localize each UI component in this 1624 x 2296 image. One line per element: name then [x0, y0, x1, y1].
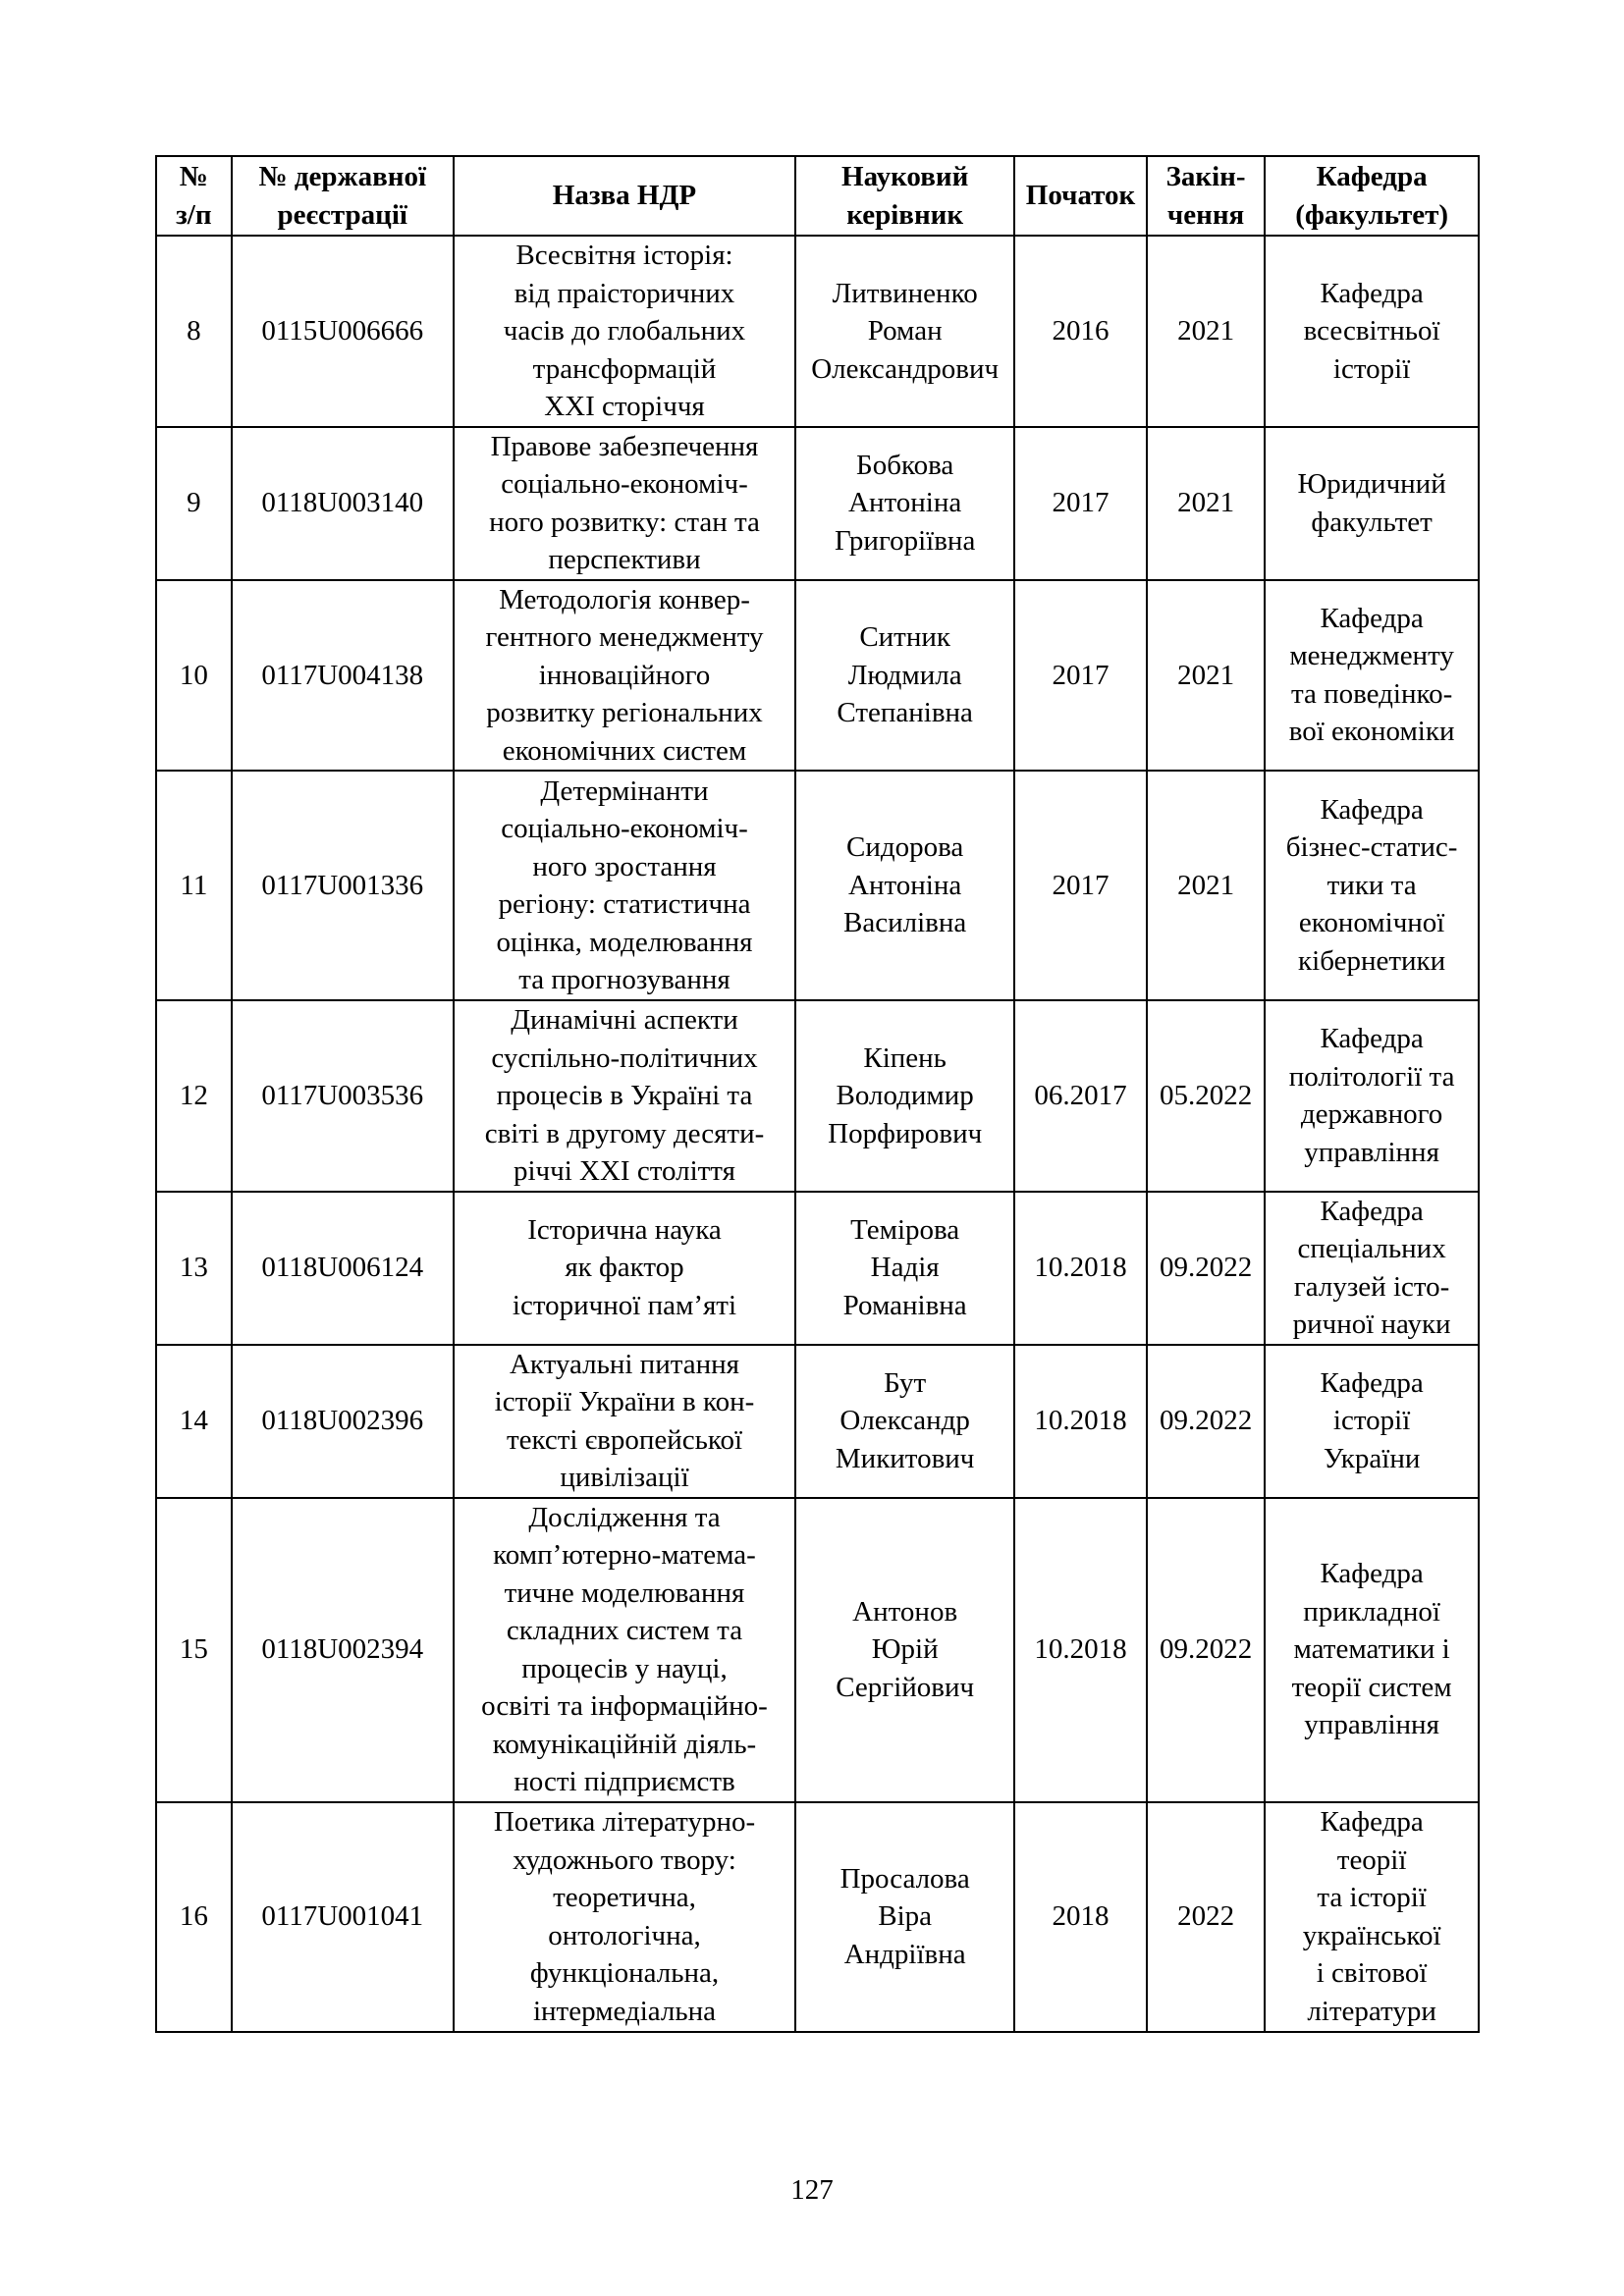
cell-start: 10.2018	[1014, 1345, 1147, 1498]
cell-registration: 0117U001336	[232, 771, 454, 1000]
table-row	[156, 771, 1479, 1000]
cell-start: 10.2018	[1014, 1192, 1147, 1345]
header-title: Назва НДР	[454, 156, 795, 236]
cell-supervisor: Кіпень Володимир Порфирович	[795, 1000, 1014, 1192]
table-row	[156, 1000, 1479, 1192]
cell-title: Методологія конвер- гентного менеджменту інноваційного розвитку регіональних економічних систем	[454, 580, 795, 772]
cell-department: Кафедра прикладної математики і теорії систем управління	[1265, 1498, 1479, 1802]
cell-title: Дослідження та комп’ютерно-матема- тичне моделювання складних систем та процесів у науці, освіті та інформаційно- комунікаційній діяль- ності підприємств	[454, 1498, 795, 1802]
cell-department: Кафедра історії України	[1265, 1345, 1479, 1498]
cell-number: 15	[156, 1498, 232, 1802]
cell-supervisor: Литвиненко Роман Олександрович	[795, 236, 1014, 427]
cell-registration: 0118U002396	[232, 1345, 454, 1498]
cell-number: 13	[156, 1192, 232, 1345]
header-end: Закін- чення	[1147, 156, 1265, 236]
cell-number: 9	[156, 427, 232, 580]
cell-department: Кафедра всесвітньої історії	[1265, 236, 1479, 427]
page-number: 127	[790, 2174, 834, 2206]
cell-supervisor: Сидорова Антоніна Василівна	[795, 771, 1014, 1000]
cell-number: 10	[156, 580, 232, 772]
cell-supervisor: Ситник Людмила Степанівна	[795, 580, 1014, 772]
table-row	[156, 1192, 1479, 1345]
cell-number: 12	[156, 1000, 232, 1192]
research-projects-table	[155, 155, 1480, 2033]
cell-registration: 0117U004138	[232, 580, 454, 772]
cell-supervisor: Антонов Юрій Сергійович	[795, 1498, 1014, 1802]
cell-end: 2021	[1147, 236, 1265, 427]
cell-title: Динамічні аспекти суспільно-політичних процесів в Україні та світі в другому десяти- річчі XXI століття	[454, 1000, 795, 1192]
cell-registration: 0117U003536	[232, 1000, 454, 1192]
header-registration: № державної реєстрації	[232, 156, 454, 236]
cell-supervisor: Бобкова Антоніна Григоріївна	[795, 427, 1014, 580]
cell-number: 16	[156, 1802, 232, 2032]
cell-end: 2021	[1147, 580, 1265, 772]
cell-start: 2017	[1014, 771, 1147, 1000]
cell-start: 06.2017	[1014, 1000, 1147, 1192]
cell-end: 09.2022	[1147, 1345, 1265, 1498]
cell-end: 2022	[1147, 1802, 1265, 2032]
cell-start: 2017	[1014, 427, 1147, 580]
table-row	[156, 1345, 1479, 1498]
cell-number: 14	[156, 1345, 232, 1498]
cell-title: Детермінанти соціально-економіч- ного зростання регіону: статистична оцінка, моделювання та прогнозування	[454, 771, 795, 1000]
cell-department: Кафедра бізнес-статис- тики та економічної кібернетики	[1265, 771, 1479, 1000]
table-row	[156, 236, 1479, 427]
cell-department: Кафедра політології та державного управління	[1265, 1000, 1479, 1192]
cell-end: 09.2022	[1147, 1498, 1265, 1802]
table-row	[156, 427, 1479, 580]
cell-end: 2021	[1147, 771, 1265, 1000]
cell-registration: 0117U001041	[232, 1802, 454, 2032]
cell-start: 10.2018	[1014, 1498, 1147, 1802]
cell-registration: 0118U002394	[232, 1498, 454, 1802]
cell-number: 11	[156, 771, 232, 1000]
table-row	[156, 1802, 1479, 2032]
cell-department: Кафедра теорії та історії української і світової літератури	[1265, 1802, 1479, 2032]
header-start: Початок	[1014, 156, 1147, 236]
cell-start: 2018	[1014, 1802, 1147, 2032]
cell-end: 05.2022	[1147, 1000, 1265, 1192]
cell-registration: 0118U006124	[232, 1192, 454, 1345]
cell-title: Поетика літературно- художнього твору: теоретична, онтологічна, функціональна, інтермедіальна	[454, 1802, 795, 2032]
header-department: Кафедра (факультет)	[1265, 156, 1479, 236]
cell-start: 2017	[1014, 580, 1147, 772]
cell-supervisor: Бут Олександр Микитович	[795, 1345, 1014, 1498]
header-supervisor: Науковий керівник	[795, 156, 1014, 236]
cell-supervisor: Просалова Віра Андріївна	[795, 1802, 1014, 2032]
cell-end: 09.2022	[1147, 1192, 1265, 1345]
table-row	[156, 1498, 1479, 1802]
cell-title: Актуальні питання історії України в кон- тексті європейської цивілізації	[454, 1345, 795, 1498]
cell-title: Історична наука як фактор історичної пам’яті	[454, 1192, 795, 1345]
cell-title: Всесвітня історія: від праісторичних часів до глобальних трансформацій XXI сторіччя	[454, 236, 795, 427]
cell-title: Правове забезпечення соціально-економіч- ного розвитку: стан та перспективи	[454, 427, 795, 580]
cell-department: Кафедра спеціальних галузей істо- ричної науки	[1265, 1192, 1479, 1345]
header-number: № з/п	[156, 156, 232, 236]
cell-end: 2021	[1147, 427, 1265, 580]
cell-supervisor: Темірова Надія Романівна	[795, 1192, 1014, 1345]
cell-registration: 0118U003140	[232, 427, 454, 580]
table-row	[156, 580, 1479, 772]
cell-start: 2016	[1014, 236, 1147, 427]
cell-department: Юридичний факультет	[1265, 427, 1479, 580]
cell-department: Кафедра менеджменту та поведінко- вої економіки	[1265, 580, 1479, 772]
cell-number: 8	[156, 236, 232, 427]
cell-registration: 0115U006666	[232, 236, 454, 427]
header-row	[156, 156, 1479, 236]
